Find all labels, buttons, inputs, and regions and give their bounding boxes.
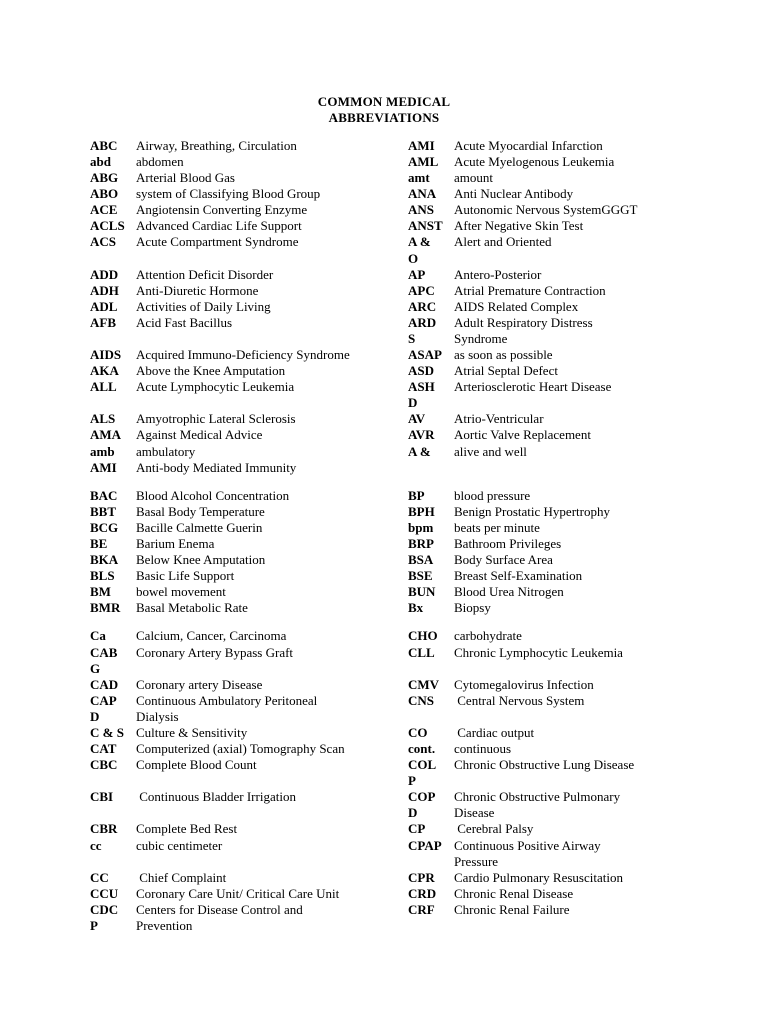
abbreviation-term: ASH [408,379,435,395]
abbreviation-definition: Below Knee Amputation [136,552,266,568]
abbreviation-term: BP [408,487,425,503]
abbreviation-definition: Against Medical Advice [136,427,263,443]
abbreviation-term: ADL [90,298,118,314]
abbreviation-definition: Acute Myelogenous Leukemia [454,154,615,170]
abbreviation-term: cc [90,837,102,853]
abbreviation-term: CDC [90,901,119,917]
abbreviation-definition: Cardio Pulmonary Resuscitation [454,869,623,885]
abbreviation-definition: Chronic Renal Failure [454,901,570,917]
abbreviation-term: BMR [90,600,121,616]
abbreviation-term: COL [408,757,437,773]
abbreviation-definition: Cytomegalovirus Infection [454,676,594,692]
abbreviation-term: APC [408,282,435,298]
abbreviation-term: AMI [408,138,435,153]
abbreviation-definition: Anti-body Mediated Immunity [136,459,297,475]
abbreviation-definition: Basic Life Support [136,568,235,584]
abbreviation-term: BUN [408,584,436,600]
abbreviation-definition: Biopsy [454,600,491,616]
abbreviation-definition: Chronic Obstructive Lung Disease [454,757,635,773]
abbreviation-term: ACE [90,202,118,218]
abbreviation-definition: Centers for Disease Control and [136,901,303,917]
abbreviation-definition: as soon as possible [454,347,553,363]
abbreviation-term: ARD [408,314,437,330]
abbreviation-term: CAD [90,676,119,692]
abbreviation-term: cont. [408,741,436,757]
abbreviation-definition: Bacille Calmette Guerin [136,519,263,535]
abbreviation-term: bpm [408,519,434,535]
abbreviation-term: ANS [408,202,435,218]
abbreviation-definition: Atrial Premature Contraction [454,282,606,298]
abbreviation-term: CBC [90,757,118,773]
abbreviation-term: abd [90,154,111,170]
abbreviation-term: D [408,395,418,411]
abbreviation-term: AMA [90,427,122,443]
abbreviation-term: ALS [90,411,116,427]
abbreviation-definition: Dialysis [136,708,179,724]
abbreviation-term: amb [90,443,115,459]
abbreviation-definition: Autonomic Nervous SystemGGGT [454,202,638,218]
abbreviation-definition: Disease [454,805,495,821]
abbreviation-definition: system of Classifying Blood Group [136,186,321,202]
abbreviation-definition: Amyotrophic Lateral Sclerosis [136,411,296,427]
abbreviation-term: CBR [90,821,118,837]
abbreviation-definition: Cerebral Palsy [454,821,534,837]
abbreviation-term: CAT [90,741,117,757]
abbreviation-definition: Anti-Diuretic Hormone [136,282,259,298]
abbreviation-term: CRF [408,901,435,917]
abbreviation-term: CMV [408,676,440,692]
abbreviation-definition: Continuous Bladder Irrigation [136,789,296,805]
abbreviation-term: AML [408,154,439,170]
abbreviation-definition: alive and well [454,443,527,459]
abbreviation-definition: amount [454,170,493,186]
abbreviation-definition: AIDS Related Complex [454,298,579,314]
abbreviation-term: CPR [408,869,435,885]
abbreviation-definition: Anti Nuclear Antibody [454,186,574,202]
abbreviation-definition: Alert and Oriented [454,234,552,250]
abbreviation-term: AV [408,411,426,427]
abbreviation-definition: Activities of Daily Living [136,298,271,314]
abbreviation-definition: Central Nervous System [454,692,585,708]
abbreviation-definition: Barium Enema [136,536,215,551]
abbreviation-definition: Chief Complaint [136,869,227,885]
abbreviation-term: ACS [90,234,117,250]
abbreviation-definition: Syndrome [454,330,508,346]
abbreviation-term: D [408,805,418,821]
abbreviation-definition: bowel movement [136,584,226,600]
abbreviation-definition: Acute Lymphocytic Leukemia [136,379,295,395]
abbreviation-definition: carbohydrate [454,628,522,644]
abbreviation-term: CCU [90,885,119,901]
abbreviation-definition: Complete Bed Rest [136,821,238,837]
abbreviation-term: BRP [408,536,434,551]
abbreviation-term: amt [408,170,430,186]
abbreviation-definition: Culture & Sensitivity [136,724,248,740]
abbreviation-definition: Angiotensin Converting Enzyme [136,202,308,218]
abbreviation-definition: Basal Metabolic Rate [136,600,248,616]
abbreviation-term: ALL [90,379,117,395]
abbreviation-definition: Airway, Breathing, Circulation [136,138,297,153]
abbreviation-definition: Cardiac output [454,724,535,740]
abbreviation-term: CNS [408,692,435,708]
abbreviation-term: ASAP [408,347,442,363]
abbreviation-definition: Advanced Cardiac Life Support [136,218,302,234]
abbreviation-definition: Aortic Valve Replacement [454,427,591,443]
abbreviation-term: G [90,660,101,676]
abbreviation-term: CC [90,869,109,885]
abbreviation-term: ADD [90,266,119,282]
abbreviation-term: Ca [90,628,106,644]
abbreviation-definition: Breast Self-Examination [454,568,583,584]
abbreviation-definition: blood pressure [454,487,531,503]
abbreviation-term: ADH [90,282,119,298]
abbreviation-term: A & [408,443,431,459]
abbreviation-term: CRD [408,885,437,901]
abbreviation-term: ABG [90,170,119,186]
abbreviation-definition: Acid Fast Bacillus [136,314,233,330]
abbreviation-term: CP [408,821,426,837]
abbreviation-definition: Antero-Posterior [454,266,542,282]
abbreviation-term: ASD [408,363,435,379]
abbreviation-term: CHO [408,628,438,644]
abbreviation-definition: Complete Blood Count [136,757,257,773]
abbreviation-definition: abdomen [136,154,184,170]
abbreviation-term: BPH [408,503,435,519]
title-line-1: COMMON MEDICAL [317,94,451,109]
abbreviation-definition: Atrial Septal Defect [454,363,558,379]
abbreviation-definition: ambulatory [136,443,196,459]
abbreviation-definition: Basal Body Temperature [136,503,265,519]
abbreviation-term: AKA [90,363,119,379]
abbreviation-term: AP [408,266,426,282]
abbreviation-definition: Pressure [454,853,499,869]
abbreviation-term: BSE [408,568,433,584]
abbreviation-definition: Bathroom Privileges [454,536,562,551]
abbreviation-definition: Acquired Immuno-Deficiency Syndrome [136,347,350,363]
abbreviation-term: Bx [408,600,424,616]
abbreviation-term: ARC [408,298,437,314]
abbreviation-term: BE [90,536,108,551]
abbreviation-term: CPAP [408,837,442,853]
abbreviation-term: CAB [90,644,118,660]
abbreviation-definition: After Negative Skin Test [454,218,584,234]
abbreviation-term: ABO [90,186,119,202]
abbreviation-term: O [408,250,419,266]
abbreviation-definition: Coronary Artery Bypass Graft [136,644,294,660]
abbreviation-definition: Coronary artery Disease [136,676,263,692]
abbreviation-definition: Coronary Care Unit/ Critical Care Unit [136,885,340,901]
abbreviation-term: P [408,773,416,789]
abbreviation-definition: Above the Knee Amputation [136,363,286,379]
abbreviation-term: A & [408,234,431,250]
abbreviation-term: BSA [408,552,434,568]
abbreviation-definition: Arterial Blood Gas [136,170,235,186]
abbreviation-term: BBT [90,503,117,519]
abbreviation-definition: Chronic Obstructive Pulmonary [454,789,621,805]
abbreviation-term: AFB [90,314,116,330]
abbreviation-definition: Continuous Positive Airway [454,837,601,853]
abbreviation-definition: Acute Myocardial Infarction [454,138,603,153]
abbreviation-definition: Benign Prostatic Hypertrophy [454,503,610,519]
abbreviation-definition: Arteriosclerotic Heart Disease [454,379,612,395]
abbreviation-term: BKA [90,552,119,568]
abbreviation-definition: Calcium, Cancer, Carcinoma [136,628,287,644]
abbreviation-term: CBI [90,789,114,805]
abbreviation-definition: Body Surface Area [454,552,553,568]
abbreviation-definition: Blood Urea Nitrogen [454,584,564,600]
abbreviation-term: COP [408,789,436,805]
abbreviation-definition: Computerized (axial) Tomography Scan [136,741,345,757]
abbreviation-term: BLS [90,568,115,584]
abbreviation-definition: Acute Compartment Syndrome [136,234,299,250]
abbreviation-definition: continuous [454,741,512,757]
abbreviation-definition: Continuous Ambulatory Peritoneal [136,692,318,708]
abbreviation-definition: Attention Deficit Disorder [136,266,274,282]
abbreviation-term: CAP [90,692,117,708]
abbreviation-term: BCG [90,519,119,535]
abbreviation-term: S [408,330,416,346]
abbreviation-term: ABC [90,138,118,153]
abbreviation-term: CLL [408,644,435,660]
abbreviation-definition: Adult Respiratory Distress [454,314,593,330]
abbreviation-term: BAC [90,487,118,503]
abbreviation-term: P [90,917,98,933]
abbreviation-term: ACLS [90,218,125,234]
abbreviation-definition: Blood Alcohol Concentration [136,487,290,503]
abbreviation-term: ANST [408,218,443,234]
abbreviation-term: D [90,708,100,724]
abbreviation-definition: Chronic Renal Disease [454,885,574,901]
abbreviation-term: CO [408,724,428,740]
abbreviation-definition: Chronic Lymphocytic Leukemia [454,644,623,660]
abbreviation-term: AVR [408,427,435,443]
title-line-2: ABBREVIATIONS [328,110,440,125]
abbreviation-term: C & S [90,724,124,740]
abbreviation-term: AIDS [90,347,122,363]
abbreviation-term: ANA [408,186,437,202]
abbreviation-definition: Prevention [136,917,193,933]
abbreviation-definition: cubic centimeter [136,837,223,853]
abbreviation-definition: Atrio-Ventricular [454,411,544,427]
abbreviation-term: BM [90,584,111,600]
abbreviation-definition: beats per minute [454,519,540,535]
abbreviation-term: AMI [90,459,117,475]
